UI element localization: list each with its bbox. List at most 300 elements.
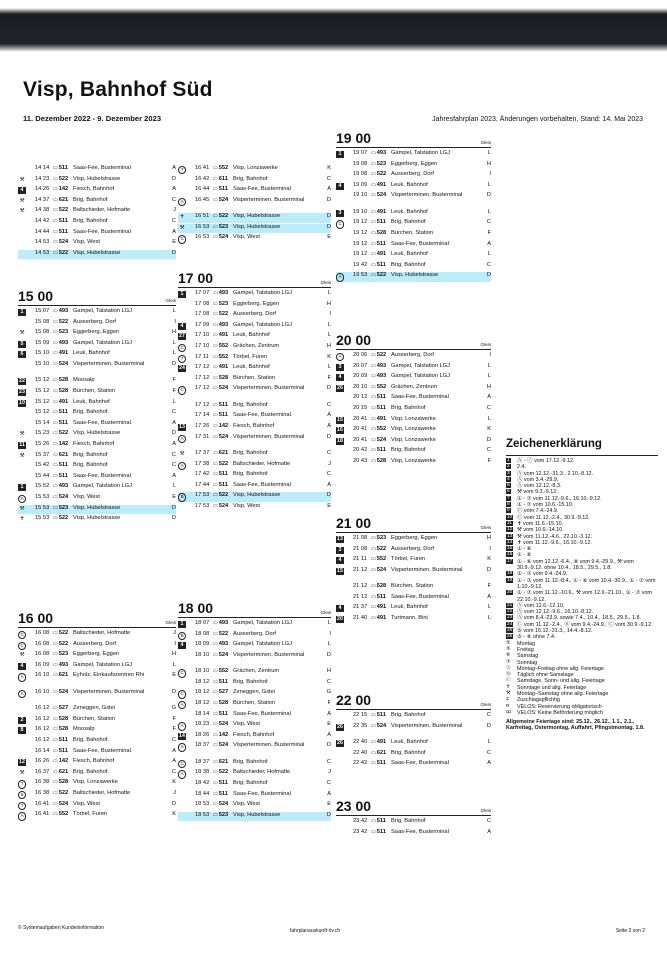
- departure-row[interactable]: [336, 150, 491, 160]
- footnote-marker: [178, 413, 186, 420]
- destination: Brig, Bahnhof: [391, 818, 426, 824]
- departure-row[interactable]: [18, 811, 176, 821]
- bus-line: ▭ 142: [213, 732, 228, 739]
- destination: Visperterminen, Busterminal: [233, 742, 305, 749]
- platform: F: [487, 583, 491, 590]
- departure-row[interactable]: [18, 452, 176, 462]
- departure-time: 19 10: [353, 208, 368, 215]
- departure-row[interactable]: [178, 165, 331, 175]
- platform: C: [171, 737, 176, 744]
- footnote-marker: 12: [19, 759, 25, 766]
- legend-text: Ⓐ vom 12.12.-8.3.: [517, 483, 562, 490]
- departure-time: 16 37: [35, 768, 50, 775]
- departure-time: 14 26: [35, 186, 50, 193]
- departure-row[interactable]: [336, 394, 491, 404]
- departure-row[interactable]: [178, 620, 331, 630]
- platform: I: [329, 630, 331, 637]
- departure-row[interactable]: [178, 482, 331, 492]
- departure-row[interactable]: [336, 363, 491, 373]
- bus-line: ▭ 552: [213, 354, 228, 361]
- bus-line: ▭ 524: [371, 437, 386, 444]
- platform: K: [327, 165, 331, 171]
- departure-row[interactable]: [178, 631, 331, 641]
- departure-row[interactable]: [18, 239, 176, 249]
- destination: Baltschieder, Hofmatte: [233, 769, 291, 776]
- departure-row[interactable]: [18, 350, 176, 360]
- platform: K: [487, 426, 491, 433]
- departure-row[interactable]: [178, 759, 331, 769]
- departure-row[interactable]: [336, 750, 491, 760]
- destination: Visp, Lonzawerke: [73, 779, 118, 786]
- departure-time: 22 35: [353, 722, 368, 729]
- departure-row[interactable]: [18, 689, 176, 705]
- bus-line: ▭ 493: [213, 641, 228, 648]
- departure-row[interactable]: [178, 700, 331, 710]
- platform: D: [171, 688, 176, 695]
- departure-row[interactable]: [336, 604, 491, 614]
- footnote-marker: 16: [337, 427, 343, 434]
- departure-row[interactable]: [178, 224, 331, 234]
- legend-key-label: Ⓐ: [506, 665, 511, 671]
- departure-row[interactable]: [336, 712, 491, 722]
- legend-key-label: R: [506, 703, 510, 709]
- platform: E: [327, 801, 331, 808]
- departure-row[interactable]: [178, 801, 331, 811]
- destination: Saas-Fee, Busterminal: [73, 228, 131, 235]
- departure-row[interactable]: [18, 176, 176, 186]
- departure-row[interactable]: [336, 546, 491, 556]
- bus-line: ▭ 511: [371, 241, 386, 248]
- departure-row[interactable]: [18, 420, 176, 430]
- platform: C: [171, 768, 176, 775]
- footnote-marker: 22: [19, 378, 25, 385]
- legend-key: [506, 710, 517, 716]
- departure-row[interactable]: [178, 461, 331, 471]
- departure-row[interactable]: [336, 384, 491, 394]
- departure-row[interactable]: [178, 301, 331, 311]
- departure-row[interactable]: [18, 441, 176, 451]
- departure-row[interactable]: [178, 176, 331, 186]
- departure-row[interactable]: [178, 679, 331, 689]
- departure-time: 17 12: [195, 401, 210, 408]
- departure-row[interactable]: [18, 308, 176, 318]
- departure-row[interactable]: [178, 364, 331, 374]
- bus-line: ▭ 621: [53, 769, 68, 776]
- departure-row[interactable]: [178, 791, 331, 801]
- departure-row[interactable]: [18, 769, 176, 779]
- legend-text: Montag–Samstag ohne allg. Feiertage: [517, 690, 609, 697]
- departure-row[interactable]: [18, 705, 176, 715]
- departure-row[interactable]: [178, 434, 331, 450]
- legend-key-label: ✝: [506, 684, 511, 690]
- footnote-marker: [178, 712, 186, 719]
- departure-row[interactable]: [178, 354, 331, 364]
- departure-row[interactable]: [336, 241, 491, 251]
- departure-row[interactable]: [18, 388, 176, 398]
- departure-row[interactable]: [18, 748, 176, 758]
- departure-row[interactable]: [178, 402, 331, 412]
- bus-line: ▭ 522: [213, 461, 228, 468]
- platform: A: [172, 472, 176, 479]
- destination: Saas-Fee, Busterminal: [73, 747, 131, 754]
- hour-heading: [336, 515, 491, 533]
- departure-time: 15 07: [35, 308, 50, 314]
- departure-time: 15 12: [35, 409, 50, 416]
- departure-row[interactable]: [18, 726, 176, 736]
- platform: A: [172, 758, 176, 765]
- destination: Saas-Fee, Busterminal: [391, 394, 449, 401]
- departure-row[interactable]: [18, 737, 176, 747]
- departure-row[interactable]: [178, 503, 331, 513]
- bus-line: ▭ 524: [53, 689, 68, 696]
- footnote-marker: ⚒: [19, 452, 25, 459]
- destination: Visp, Lonzawerke: [233, 165, 278, 171]
- destination: Gampel, Talstation LGJ: [233, 290, 293, 296]
- departure-row[interactable]: [178, 721, 331, 731]
- platform: K: [327, 353, 331, 360]
- departure-row[interactable]: [178, 234, 331, 244]
- legend-text: ① - ⑥ vom 12.12.-6.4., ⑧ vom 9.4.-29.9., ⚒ vom 30.9.-9.12. ohne 10.4., 18.5., 29.5., 1.8.: [517, 558, 634, 572]
- validity-dates: 11. Dezember 2022 - 9. Dezember 2023: [23, 114, 162, 123]
- departure-row[interactable]: [336, 829, 491, 839]
- departure-row[interactable]: [178, 197, 331, 213]
- footnote-marker: 11: [19, 442, 25, 449]
- departure-row[interactable]: [336, 171, 491, 181]
- departure-row[interactable]: [18, 250, 176, 260]
- departure-row[interactable]: [18, 515, 176, 525]
- legend-key: [506, 578, 517, 591]
- departure-time: 19 12: [353, 230, 368, 237]
- bus-line: ▭ 491: [371, 251, 386, 258]
- departure-time: 19 10: [353, 192, 368, 199]
- departure-row[interactable]: [178, 322, 331, 332]
- hour-heading: [178, 270, 331, 288]
- departure-row[interactable]: [336, 219, 491, 229]
- departure-row[interactable]: [178, 689, 331, 699]
- departure-row[interactable]: [336, 192, 491, 208]
- departure-time: 16 53: [195, 223, 210, 230]
- departure-row[interactable]: [18, 229, 176, 239]
- departure-row[interactable]: [18, 790, 176, 800]
- legend-item: [506, 559, 658, 572]
- departure-time: 20 12: [353, 394, 368, 401]
- departure-row[interactable]: [336, 615, 491, 625]
- bus-line: ▭ 524: [213, 434, 228, 441]
- platform: C: [326, 450, 331, 457]
- departure-row[interactable]: [336, 818, 491, 828]
- platform: E: [172, 494, 176, 501]
- departure-row[interactable]: [18, 430, 176, 440]
- bus-line: ▭ 522: [53, 790, 68, 797]
- departure-row[interactable]: [336, 426, 491, 436]
- destination: Brig, Bahnhof: [391, 712, 426, 718]
- footnote-marker: [178, 781, 186, 788]
- departure-row[interactable]: [336, 458, 491, 468]
- bus-line: ▭ 511: [53, 737, 68, 744]
- footer-copyright: © Systemaufgaben Kundeninformation: [18, 925, 104, 931]
- legend-text: Samstage, Sonn- und allg. Feiertage: [517, 678, 605, 685]
- destination: Saas-Fee, Busterminal: [233, 412, 291, 419]
- departure-row[interactable]: [336, 535, 491, 545]
- destination: Visp, Hubelstrasse: [73, 515, 121, 522]
- departure-row[interactable]: [178, 492, 331, 502]
- departure-row[interactable]: [336, 447, 491, 457]
- departure-row[interactable]: [178, 423, 331, 433]
- departure-row[interactable]: [336, 182, 491, 192]
- footnote-marker: C: [178, 669, 186, 677]
- destination: Gampel, Talstation LGJ: [391, 150, 451, 156]
- departure-row[interactable]: [18, 483, 176, 493]
- legend-key-label: 23: [507, 615, 513, 621]
- footnote-marker: A: [178, 743, 186, 751]
- departure-row[interactable]: [18, 207, 176, 217]
- footnote-marker: [18, 362, 26, 369]
- departure-row[interactable]: [178, 311, 331, 321]
- hour-label: 15 00: [18, 288, 54, 304]
- departure-row[interactable]: [178, 769, 331, 779]
- departure-row[interactable]: [18, 409, 176, 419]
- departure-row[interactable]: [336, 262, 491, 272]
- bus-line: ▭ 491: [213, 332, 228, 339]
- departure-time: 18 14: [195, 710, 210, 717]
- departure-time: 16 14: [35, 747, 50, 754]
- departure-row[interactable]: [336, 230, 491, 240]
- destination: Visperterminen, Busterminal: [391, 722, 463, 729]
- departure-row[interactable]: [18, 165, 176, 175]
- departure-row[interactable]: [178, 732, 331, 742]
- departure-row[interactable]: [336, 583, 491, 593]
- legend-key-label: Z: [506, 697, 509, 703]
- departure-row[interactable]: [336, 556, 491, 566]
- platform: J: [328, 460, 331, 467]
- bus-line: ▭ 528: [53, 388, 68, 395]
- track-label: Gleis: [165, 620, 176, 625]
- platform: K: [172, 811, 176, 818]
- departure-row[interactable]: [336, 416, 491, 426]
- platform: D: [171, 175, 176, 182]
- platform: A: [172, 441, 176, 448]
- departure-row[interactable]: [18, 662, 176, 672]
- track-label: Gleis: [320, 280, 331, 285]
- departure-row[interactable]: [336, 739, 491, 749]
- bus-line: ▭ 524: [213, 503, 228, 510]
- departure-row[interactable]: [18, 473, 176, 483]
- bus-line: ▭ 523: [371, 535, 386, 542]
- legend-key-label: 1: [507, 458, 510, 463]
- departure-time: 18 07: [195, 620, 210, 626]
- departure-row[interactable]: [178, 290, 331, 300]
- footnote-marker: 26: [337, 723, 343, 730]
- departure-row[interactable]: [18, 651, 176, 661]
- footnote-marker: 3: [336, 364, 344, 371]
- departure-row[interactable]: [178, 471, 331, 481]
- departure-row[interactable]: [178, 450, 331, 460]
- departure-row[interactable]: [178, 412, 331, 422]
- legend-text: Ⓒ vom 11.12.-2.4., Ⓑ vom 9.4.-24.9., Ⓒ vom 30.9.-9.12.: [517, 621, 653, 628]
- footnote-marker: 24: [179, 365, 185, 372]
- departure-row[interactable]: [18, 329, 176, 339]
- departure-row[interactable]: [336, 567, 491, 583]
- timetable-note: Jahresfahrplan 2023, Änderungen vorbehalten, Stand: 14. Mai 2023: [432, 116, 643, 123]
- departure-time: 17 53: [195, 503, 210, 510]
- departure-row[interactable]: [18, 186, 176, 196]
- hour-label: 17 00: [178, 270, 214, 286]
- departure-row[interactable]: [18, 319, 176, 329]
- departure-row[interactable]: [18, 630, 176, 640]
- bus-line: ▭ 552: [371, 426, 386, 433]
- departure-time: 16 08: [35, 630, 50, 636]
- bus-line: ▭ 621: [53, 672, 68, 679]
- bus-line: ▭ 621: [371, 750, 386, 757]
- departure-row[interactable]: [18, 641, 176, 651]
- departure-row[interactable]: [336, 760, 491, 770]
- footnote-marker: 4: [18, 187, 26, 194]
- departure-time: 15 08: [35, 318, 50, 325]
- footnote-marker: [18, 230, 26, 237]
- departure-row[interactable]: [336, 251, 491, 261]
- hour-heading: [336, 130, 491, 148]
- footnote-marker: [336, 584, 344, 591]
- legend-text: Ⓐ vom 12.12.-9.6., 16.10.-8.12.: [517, 609, 594, 616]
- departure-time: 20 41: [353, 436, 368, 443]
- departure-row[interactable]: [18, 672, 176, 688]
- departure-row[interactable]: [18, 218, 176, 228]
- bus-line: ▭ 511: [371, 447, 386, 454]
- departure-row[interactable]: [178, 186, 331, 196]
- bus-line: ▭ 142: [53, 441, 68, 448]
- bus-line: ▭ 493: [371, 150, 386, 157]
- departure-time: 20 15: [353, 405, 368, 411]
- departure-row[interactable]: [18, 758, 176, 768]
- legend-key-label: ⑤: [506, 640, 511, 646]
- departure-time: 15 53: [35, 504, 50, 511]
- departure-time: 18 10: [195, 651, 210, 658]
- departure-time: 17 12: [195, 374, 210, 381]
- footnote-marker: ⚒: [19, 330, 25, 337]
- track-label: Gleis: [165, 298, 176, 303]
- departure-time: 22 15: [353, 712, 368, 718]
- destination: Fiesch, Bahnhof: [73, 186, 115, 193]
- destination: Moosalp: [73, 377, 95, 384]
- departure-time: 18 53: [195, 801, 210, 808]
- departure-row[interactable]: [336, 209, 491, 219]
- departure-row[interactable]: [178, 742, 331, 758]
- footnote-marker: 4: [18, 663, 26, 670]
- departure-row[interactable]: [336, 594, 491, 604]
- departure-time: 16 10: [35, 688, 50, 695]
- departure-time: 15 12: [35, 398, 50, 405]
- departure-row[interactable]: [18, 399, 176, 409]
- departure-row[interactable]: [336, 437, 491, 447]
- departure-row[interactable]: [336, 373, 491, 383]
- bus-line: ▭ 528: [371, 458, 386, 465]
- footnote-marker: A: [178, 770, 186, 778]
- bus-line: ▭ 511: [53, 420, 68, 427]
- departure-row[interactable]: [178, 213, 331, 223]
- departure-row[interactable]: [18, 197, 176, 207]
- departure-row[interactable]: [18, 361, 176, 377]
- platform: D: [326, 385, 331, 392]
- departure-time: 18 44: [195, 790, 210, 797]
- departure-row[interactable]: [336, 405, 491, 415]
- departure-row[interactable]: [178, 812, 331, 822]
- destination: Saas-Fee, Busterminal: [233, 186, 291, 193]
- departure-row[interactable]: [178, 711, 331, 721]
- departure-row[interactable]: [336, 352, 491, 362]
- departure-row[interactable]: [336, 272, 491, 282]
- departure-row[interactable]: [18, 801, 176, 811]
- departure-row[interactable]: [18, 377, 176, 387]
- departure-row[interactable]: [178, 780, 331, 790]
- bus-line: ▭ 491: [53, 350, 68, 357]
- legend-key-label: 12: [507, 527, 513, 533]
- departure-time: 17 38: [195, 460, 210, 467]
- footnote-marker: [18, 240, 26, 247]
- departure-row[interactable]: [18, 340, 176, 350]
- departure-time: 20 07: [353, 362, 368, 369]
- destination: Ausserberg, Dorf: [73, 318, 116, 325]
- platform: L: [172, 339, 176, 346]
- platform: C: [326, 401, 331, 408]
- departure-row[interactable]: [18, 494, 176, 504]
- destination: Brig, Bahnhof: [233, 471, 268, 478]
- departure-row[interactable]: [18, 716, 176, 726]
- footnote-marker: 13: [337, 536, 343, 542]
- footnote-marker: 7: [178, 166, 186, 174]
- departure-time: 21 11: [353, 556, 367, 563]
- footnote-marker: C: [336, 220, 344, 228]
- departure-row[interactable]: [178, 668, 331, 678]
- destination: Brig, Bahnhof: [73, 768, 108, 775]
- departure-row[interactable]: [178, 641, 331, 651]
- platform: L: [487, 181, 491, 188]
- footnote-marker: 4: [178, 323, 186, 330]
- departure-time: 20 41: [353, 426, 368, 433]
- platform: E: [327, 721, 331, 728]
- destination: Leuk, Bahnhof: [73, 350, 110, 357]
- bus-line: ▭ 511: [213, 186, 228, 193]
- bus-line: ▭ 527: [213, 689, 228, 696]
- hour-label: 22 00: [336, 692, 372, 708]
- departure-row[interactable]: [178, 385, 331, 401]
- legend-text: ① - ⑦ vom 11.12.-8.4., ① - ⑥ vom 10.4.-30.9., ① - ⑦ vom 1.10.-9.12.: [517, 577, 656, 590]
- departure-row[interactable]: [336, 723, 491, 739]
- footnote-marker: 1: [18, 309, 26, 316]
- departure-row[interactable]: [18, 779, 176, 789]
- departure-row[interactable]: [178, 332, 331, 342]
- departure-row[interactable]: [18, 505, 176, 515]
- destination: Visp, West: [233, 721, 260, 728]
- bus-line: ▭ 522: [53, 630, 68, 637]
- destination: Brig, Bahnhof: [73, 451, 108, 458]
- footnote-marker: [336, 242, 344, 249]
- departure-row[interactable]: [178, 343, 331, 353]
- platform: D: [486, 192, 491, 199]
- departure-row[interactable]: [336, 161, 491, 171]
- departure-time: 19 09: [353, 181, 368, 188]
- footnote-marker: [336, 193, 344, 200]
- bus-line: ▭ 522: [213, 769, 228, 776]
- destination: Ausserberg, Dorf: [391, 352, 434, 358]
- destination: Fiesch, Bahnhof: [233, 731, 275, 738]
- footnote-marker: C: [178, 760, 186, 768]
- destination: Saas-Fee, Busterminal: [73, 165, 131, 171]
- bus-line: ▭ 524: [213, 197, 228, 204]
- departure-row[interactable]: [178, 375, 331, 385]
- departure-row[interactable]: [18, 462, 176, 472]
- departure-row[interactable]: [178, 652, 331, 668]
- destination: Visperterminen, Busterminal: [73, 688, 145, 695]
